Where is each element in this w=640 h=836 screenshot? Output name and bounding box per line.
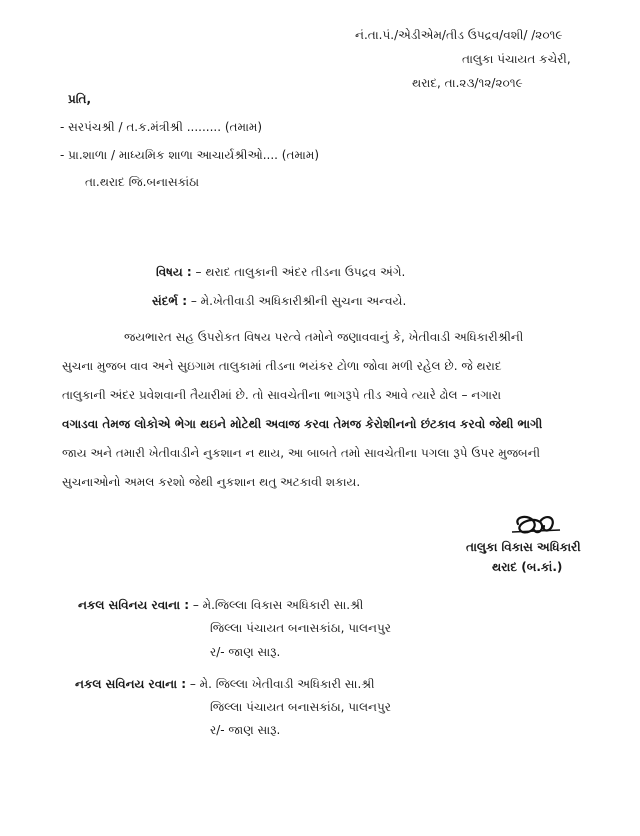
recipient-line-sarpanch: - સરપંચશ્રી / ત.ક.મંત્રીશ્રી ......... (તમામ)	[60, 120, 263, 134]
salutation: પ્રતિ,	[68, 92, 92, 106]
copy-block-1	[78, 598, 363, 613]
place-date: થરાદ, તા.૨૩/૧૨/૨૦૧૯	[412, 76, 523, 90]
recipient-location: તા.થરાદ જિ.બનાસકાંઠા	[85, 175, 200, 189]
copy-label: નકલ સવિનય રવાના :	[75, 677, 186, 691]
subject-line	[156, 265, 405, 280]
copy-recipient: – મે. જિલ્લા ખેતીવાડી અધિકારી સા.શ્રી	[189, 677, 375, 691]
body-line: સુચના મુજબ વાવ અને સુઇગામ તાલુકામાં તીડના ભયંકર ટોળા જોવા મળી રહેલ છે. જે થરાદ	[62, 359, 502, 373]
copy-address: જિલ્લા પંચાયત બનાસકાંઠા, પાલનપુર	[210, 621, 391, 635]
body-paragraph	[62, 323, 602, 497]
reference-text: – મે.ખેતીવાડી અધિકારીશ્રીની સુચના અન્વયે.	[190, 294, 407, 308]
body-line: વગાડવા તેમજ લોકોએ ભેગા થઇને મોટેથી અવાજ કરવા તેમજ કેરોશીનનો છંટકાવ કરવો જેથી ભાગી	[62, 417, 543, 431]
copy-label: નકલ સવિનય રવાના :	[78, 598, 189, 612]
signatory-place: થરાદ (બ.કાં.)	[492, 560, 563, 574]
body-line: જાય અને તમારી ખેતીવાડીને નુકશાન ન થાય, આ બાબતે તમો સાવચેતીના પગલા રૂપે ઉપર મુજબની	[62, 446, 541, 460]
body-line: સુચનાઓનો અમલ કરશો જેથી નુકશાન થતુ અટકાવી શકાય.	[62, 475, 361, 489]
copy-block-2	[75, 677, 375, 692]
copy-recipient: – મે.જિલ્લા વિકાસ અધિકારી સા.શ્રી	[192, 598, 364, 612]
copy-note: ર/- જાણ સારૂ.	[210, 645, 281, 659]
reference-label: સંદર્ભ :	[152, 294, 188, 308]
reference-line	[152, 294, 406, 309]
copy-address: જિલ્લા પંચાયત બનાસકાંઠા, પાલનપુર	[210, 700, 391, 714]
subject-label: વિષય :	[156, 265, 192, 279]
office-name: તાલુકા પંચાયત કચેરી,	[462, 52, 571, 66]
copy-note: ર/- જાણ સારૂ.	[210, 723, 281, 737]
body-line: જયભારત સહ ઉપરોકત વિષય પરત્વે તમોને જણાવવાનું કે, ખેતીવાડી અધિકારીશ્રીની	[124, 330, 524, 344]
subject-text: – થરાદ તાલુકાની અંદર તીડના ઉપદ્રવ અંગે.	[195, 265, 406, 279]
signatory-title: તાલુકા વિકાસ અધિકારી	[466, 540, 581, 554]
recipient-line-schools: - પ્રા.શાળા / માધ્યમિક શાળા આચાર્યશ્રીઓ.... (તમામ)	[60, 148, 320, 162]
signature-mark	[508, 510, 568, 540]
reference-number: નં.તા.પં./એડીએમ/તીડ ઉપદ્રવ/વશી/ /૨૦૧૯	[355, 28, 563, 42]
body-line: તાલુકાની અંદર પ્રવેશવાની તૈયારીમાં છે. તો સાવચેતીના ભાગરૂપે તીડ આવે ત્યારે ઢોલ – નગારા	[62, 388, 502, 402]
